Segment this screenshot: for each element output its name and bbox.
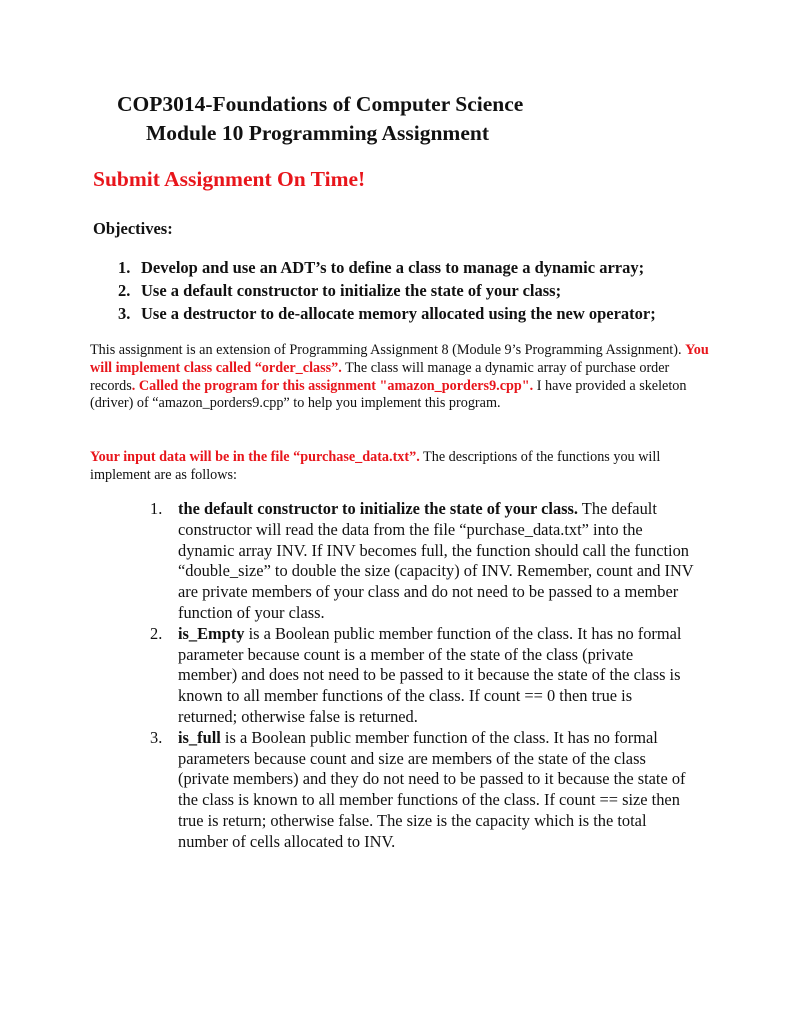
function-number: 3. (150, 727, 163, 747)
intro-text-3: I have provided a skeleton (driver) of “amazon_porders9.cpp” to help you implement this program. (90, 377, 687, 412)
objective-item (118, 302, 758, 325)
objective-text: Use a destructor to de-allocate memory allocated using the new operator; (141, 304, 656, 323)
intro-highlight-2: . Called the program for this assignment "amazon_porders9.cpp". (131, 377, 534, 394)
intro-paragraph (90, 342, 710, 413)
functions-list (150, 499, 695, 853)
objectives-heading: Objectives: (93, 219, 173, 238)
function-description: is a Boolean public member function of the class. It has no formal parameter because count is a member of the state of the class (private member) and does not need to be passed to it because the state of the class is known to all member functions of the class. If count == 0 then true is returned; otherwise false is returned. (178, 623, 682, 726)
function-description: The default constructor will read the data from the file “purchase_data.txt” into the dynamic array INV. If INV becomes full, the function should call the function “double_size” to double the size (capacity) of INV. Remember, count and INV are private members of your class and do not need to be passed to a member function of your class. (178, 499, 694, 622)
intro-text-2: The class will manage a dynamic array of purchase order records (90, 359, 670, 394)
function-number: 2. (150, 623, 163, 643)
function-bold-text: the default constructor to initialize the state of your class. (178, 499, 578, 518)
objective-text: Use a default constructor to initialize the state of your class; (141, 281, 562, 300)
function-bold-text: is_Empty (178, 623, 245, 643)
objective-number: 1. (118, 258, 131, 277)
function-number: 1. (150, 499, 163, 518)
objective-number: 2. (118, 281, 131, 300)
function-item (150, 499, 695, 624)
intro-text-1: This assignment is an extension of Programming Assignment 8 (Module 9’s Programming Assignment). (90, 342, 686, 358)
objective-item (118, 279, 758, 302)
input-highlight: Your input data will be in the file “purchase_data.txt”. (90, 449, 420, 465)
function-description: is a Boolean public member function of the class. It has no formal parameters because count and size are members of the state of the class (private members) and they do not need to be passed to it because the state of the class is known to all member functions of the class. If count == size then true is return; otherwise false. The size is the capacity which is the total number of cells allocated to INV. (178, 727, 686, 851)
input-paragraph (90, 449, 710, 485)
course-title: COP3014-Foundations of Computer Science (117, 92, 524, 116)
module-title: Module 10 Programming Assignment (146, 121, 490, 145)
function-item (150, 728, 695, 853)
objective-item (118, 256, 758, 279)
objective-number: 3. (118, 304, 131, 323)
submit-notice: Submit Assignment On Time! (93, 167, 366, 191)
input-text: The descriptions of the functions you will implement are as follows: (90, 449, 661, 483)
objectives-list (118, 256, 758, 325)
function-bold-text: is_full (178, 727, 221, 747)
objective-text: Develop and use an ADT’s to define a class to manage a dynamic array; (141, 258, 645, 277)
intro-highlight-1: You will implement class called “order_class”. (90, 342, 709, 376)
function-item (150, 624, 695, 728)
